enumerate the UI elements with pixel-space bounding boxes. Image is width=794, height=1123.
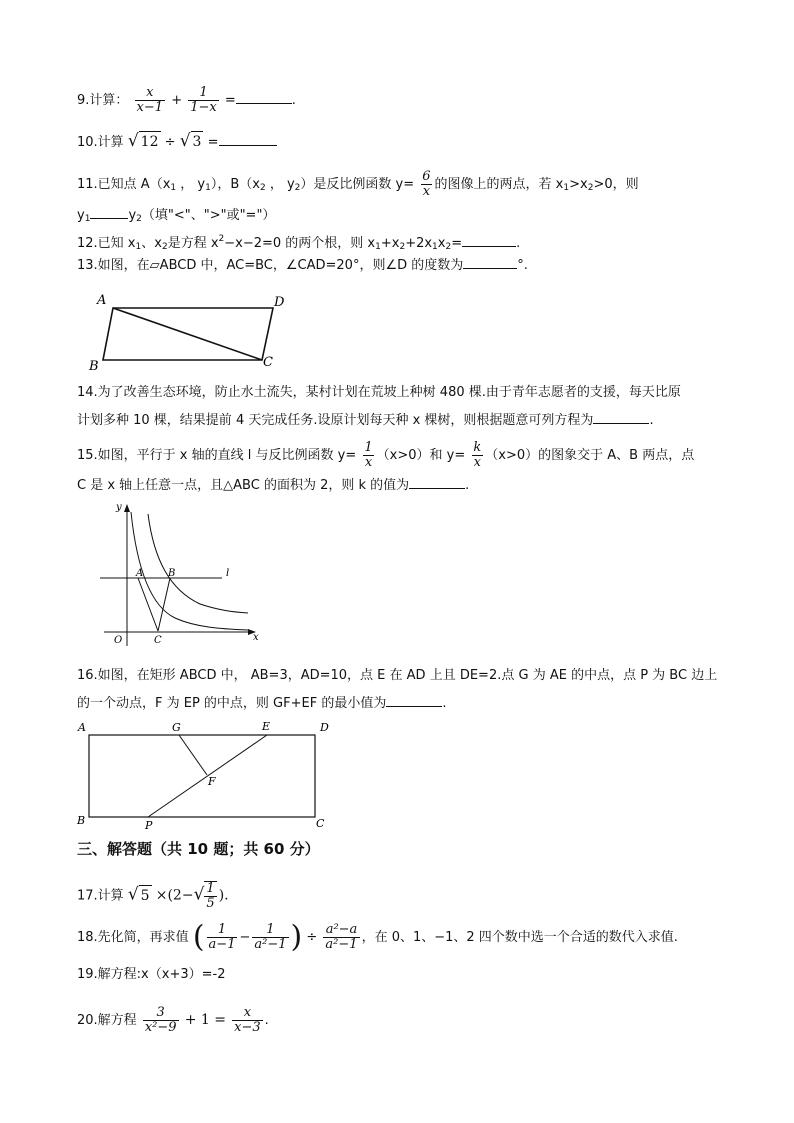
question-17: 17.计算 √ 5 ×(2−√ $\frac{1}{5}$ ). <box>77 881 229 911</box>
answer-blank[interactable] <box>236 89 292 104</box>
label-p: P <box>145 819 153 832</box>
question-16-line2: 的一个动点，F 为 EP 的中点，则 GF+EF 的最小值为 . <box>77 692 446 714</box>
fraction: $\frac{x}{x-3}$ <box>234 1005 261 1035</box>
fraction: $\frac{k}{x}$ <box>473 440 482 470</box>
fraction: $\frac{\text{a²−a}}{\text{a²−1}}$ <box>325 922 358 952</box>
question-13: 13.如图，在▱ABCD 中，AC=BC，∠CAD=20°，则∠D 的度数为 °. <box>77 254 528 276</box>
fraction: $\frac{1}{\text{a²−1}}$ <box>254 922 287 952</box>
label-c: C <box>154 635 162 646</box>
section-heading: 三、解答题（共 10 题；共 60 分） <box>77 840 320 858</box>
label-d: D <box>274 295 285 310</box>
answer-blank[interactable] <box>219 131 277 146</box>
fraction: $\frac{1}{x}$ <box>364 440 373 470</box>
answer-blank[interactable] <box>463 254 517 269</box>
curve-1-over-x <box>131 512 248 630</box>
label-b: B <box>89 359 99 372</box>
label-a: A <box>78 721 86 734</box>
question-11-line1: 11.已知点 $A(x_1$ ， $y_1$），$B(x_2$ ， $y_2$）是反比例函数 y= $\frac{6}{x}$ 的图像上的两点，若 $x_1>x_2>0$，则 <box>77 169 639 199</box>
answer-blank[interactable] <box>386 692 442 707</box>
answer-blank[interactable] <box>462 232 516 247</box>
question-15-line2: C 是 x 轴上任意一点，且△ABC 的面积为 2，则 k 的值为 . <box>77 474 469 496</box>
answer-blank[interactable] <box>409 474 465 489</box>
label-y: y <box>116 502 122 513</box>
segment-gf <box>179 735 207 775</box>
rectangle-abcd <box>89 735 315 817</box>
fraction: $\frac{1}{a-1}$ <box>208 922 236 952</box>
y-axis-arrow <box>124 504 130 512</box>
label-a: A <box>136 568 144 579</box>
question-12: 12.已知 $x_1$、$x_2$是方程 $x^2-x-2=0$ 的两个根，则 $x_1+x_2+2x_1x_2=$ . <box>77 234 521 252</box>
question-16-line1: 16.如图，在矩形 ABCD 中， AB=3，AD=10，点 E 在 AD 上且 DE=2.点 G 为 AE 的中点，点 P 为 BC 边上 <box>77 668 718 683</box>
fraction: $\frac{1}{5}$ <box>206 881 215 911</box>
answer-blank[interactable] <box>593 409 649 424</box>
label-a: A <box>97 293 107 308</box>
label-d: D <box>320 721 329 734</box>
label-c: C <box>316 817 325 830</box>
label-e: E <box>262 720 271 733</box>
rectangle-figure <box>75 715 340 833</box>
question-10: 10.计算 √ 12 ÷ √ 3 = <box>77 131 277 153</box>
label-f: F <box>208 775 216 788</box>
answer-blank[interactable] <box>90 204 128 219</box>
diagonal-ac <box>113 308 262 360</box>
label-c: C <box>263 355 273 370</box>
fraction: $\frac{3}{\text{x²−9}}$ <box>144 1005 177 1035</box>
question-14-line1: 14.为了改善生态环境，防止水土流失，某村计划在荒坡上种树 480 棵.由于青年志愿者的支援，每天比原 <box>77 385 681 400</box>
label-b: B <box>168 568 176 579</box>
fraction: $\frac{1}{1-x}$ <box>190 85 217 115</box>
question-9: 9.计算： $\frac{x}{x-1}$ + $\frac{1}{1-x}$ = . <box>77 85 296 115</box>
function-graph-figure <box>100 500 270 650</box>
parallelogram-figure <box>85 290 295 372</box>
label-l: l <box>226 568 230 579</box>
fraction: $\frac{6}{x}$ <box>422 169 431 199</box>
question-11-line2: $y_1$ $y_2$（填"<"、">"或"="） <box>77 204 275 229</box>
label-g: G <box>172 721 181 734</box>
fraction: $\frac{x}{x-1}$ <box>136 85 164 115</box>
segment-bc <box>158 578 170 631</box>
question-15-line1: 15.如图，平行于 x 轴的直线 l 与反比例函数 y= $\frac{1}{x}$ （x>0）和 y= $\frac{k}{x}$ （x>0）的图象交于 A、B 两点，点 <box>77 440 695 470</box>
question-19: 19.解方程:x（x+3）=-2 <box>77 967 226 982</box>
curve-k-over-x <box>148 514 248 613</box>
label-b: B <box>77 814 86 827</box>
question-14-line2: 计划多种 10 棵，结果提前 4 天完成任务.设原计划每天种 x 棵树，则根据题意可列方程为 . <box>77 409 654 431</box>
label-x: x <box>253 632 259 643</box>
label-o: O <box>114 635 123 646</box>
question-20: 20.解方程 $\frac{3}{\text{x²−9}}$ + 1 = $\frac{x}{x-3}$ . <box>77 1005 269 1035</box>
question-18: 18.先化简，再求值 ( $\frac{1}{a-1}$ − $\frac{1}{\text{a²−1}}$ ) ÷ $\frac{\text{a²−a}}{\text{a²−1}}$ ，在 0、1、−1、2 四个数中选一个合适的数代入求值. <box>77 919 678 955</box>
